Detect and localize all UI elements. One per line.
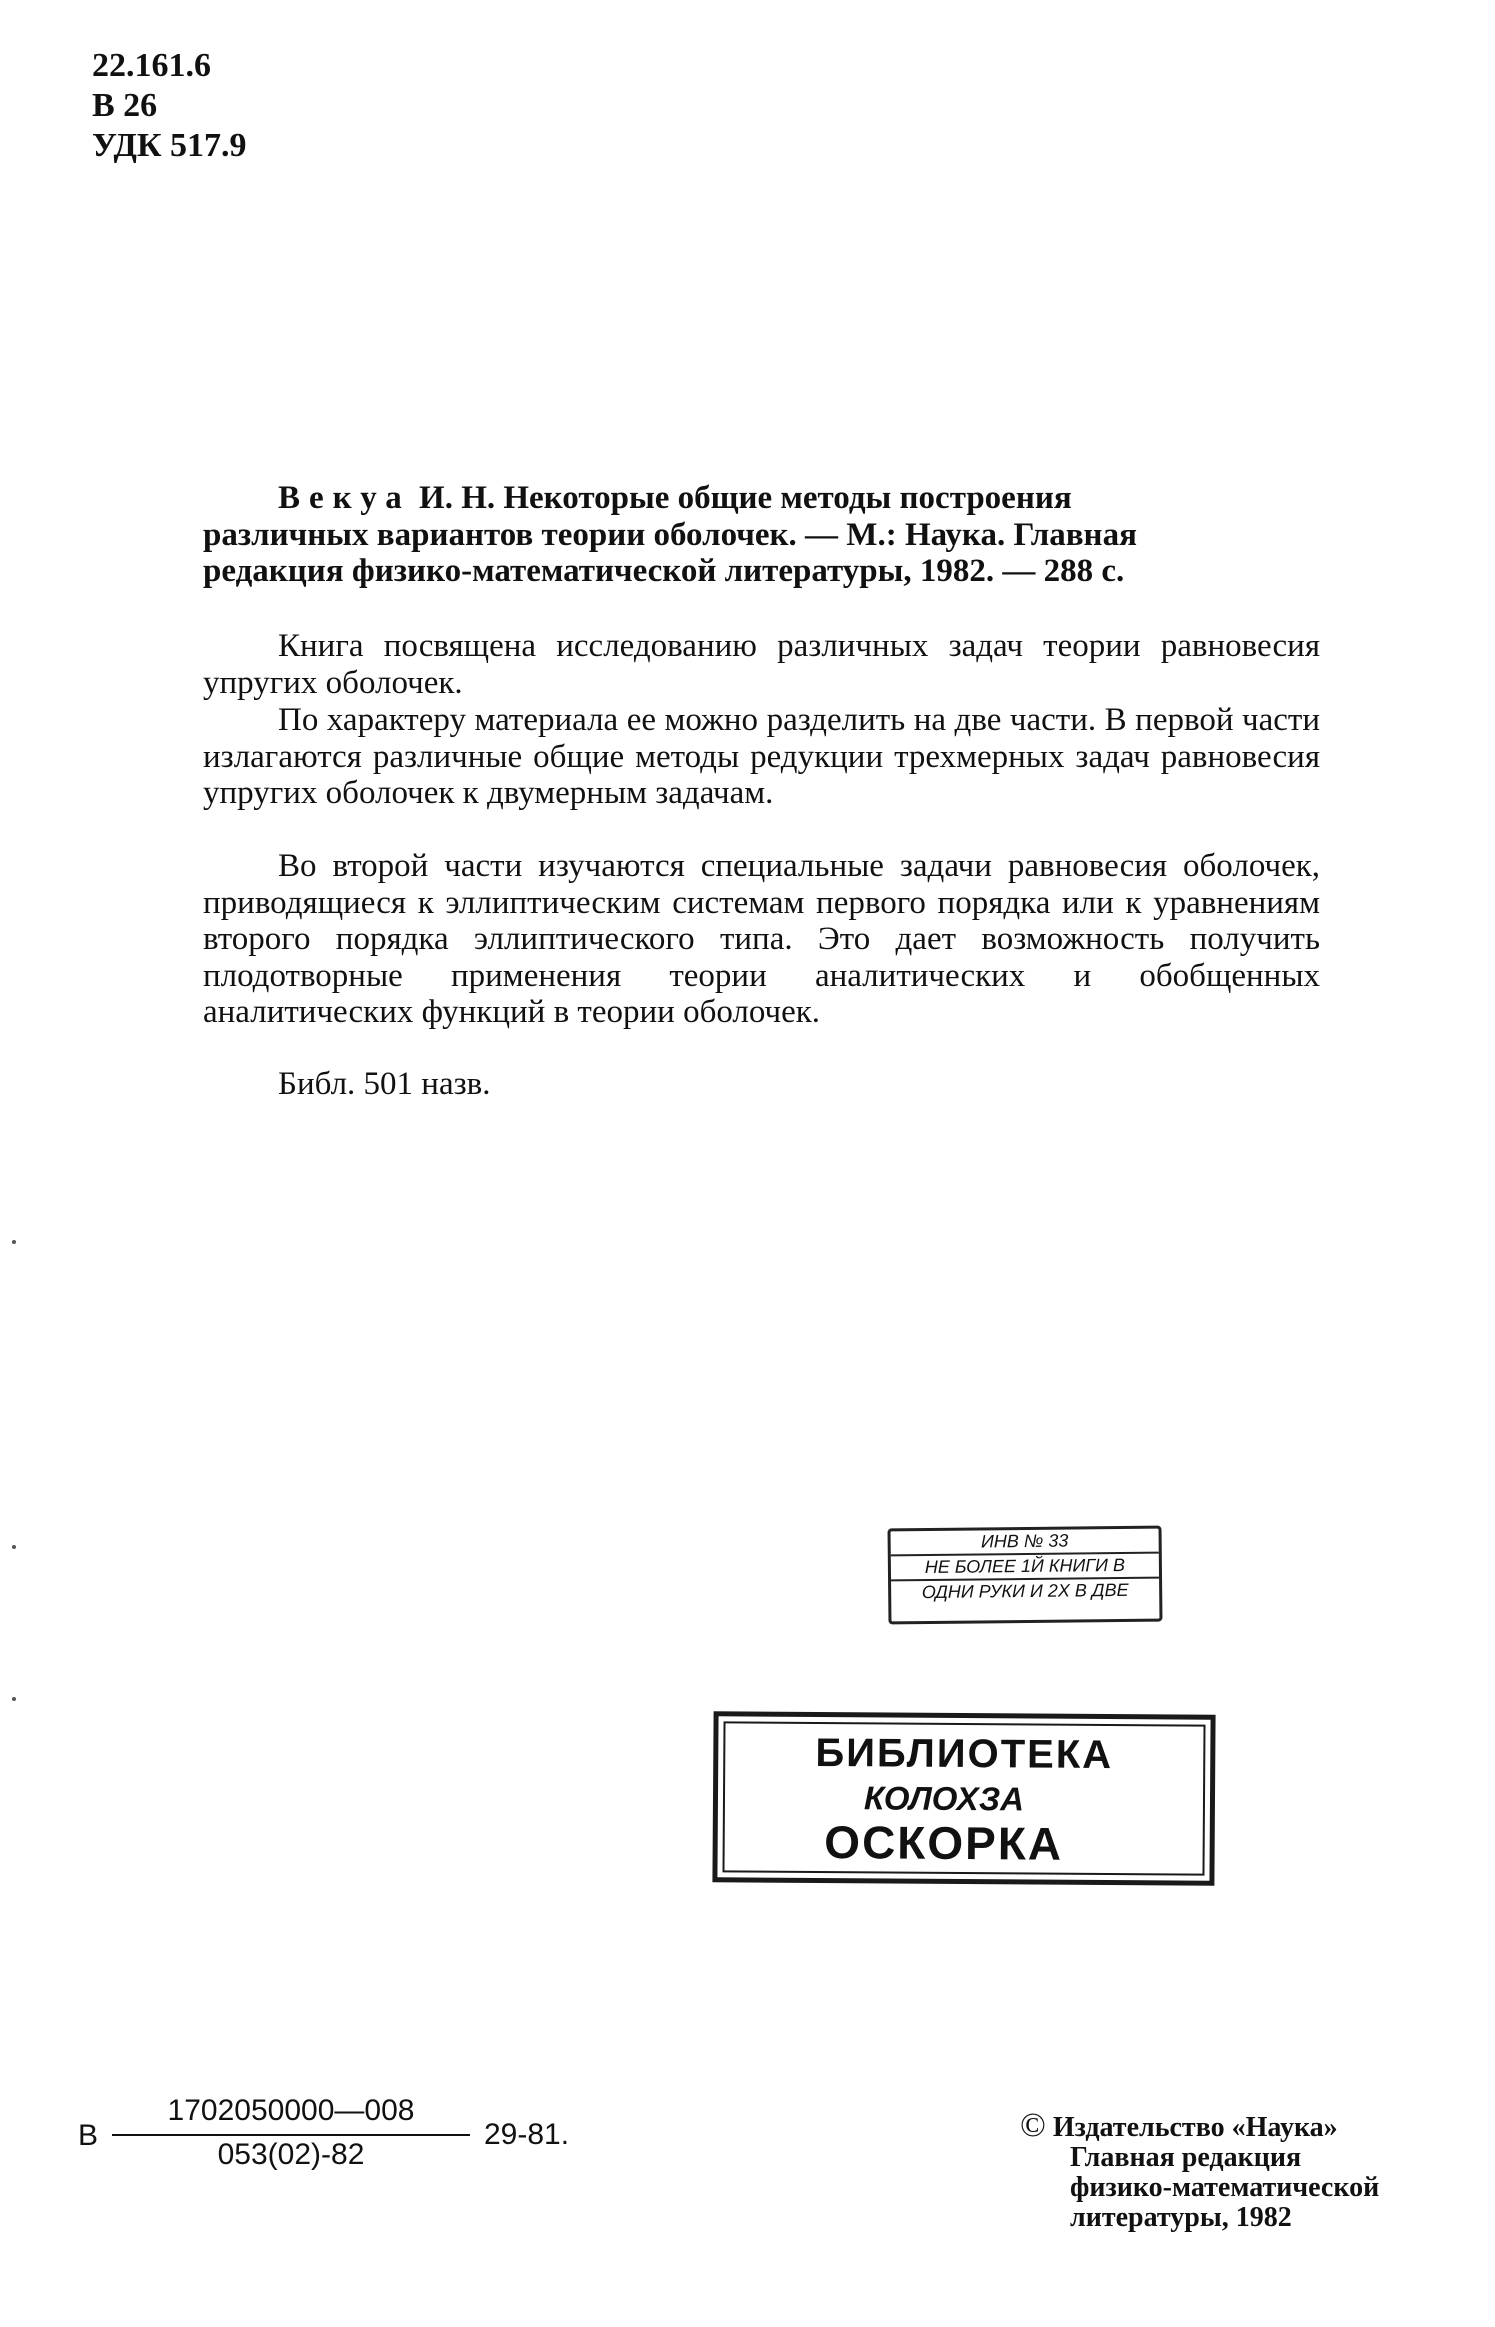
abstract-paragraph-3: Во второй части изучаются специальные задачи равновесия оболочек, приводящиеся к эллиптическим системам первого порядка или к уравнениям второго порядка эллиптического типа. Это дает возможность получить плодотворные применения теории аналитических и обобщенных аналитических функций в теории оболочек. bbox=[203, 848, 1320, 1030]
library-stamp-line3: ОСКОРКА bbox=[824, 1816, 1064, 1870]
copyright-icon: © bbox=[1020, 2107, 1046, 2144]
bib-title-line3: редакция физико-математической литературы, 1982. — 288 с. bbox=[203, 553, 1125, 589]
publisher-line3: физико-математической bbox=[1070, 2172, 1380, 2203]
publisher-name: Издательство «Наука» bbox=[1052, 2112, 1338, 2143]
library-stamp bbox=[712, 1711, 1215, 1886]
bib-title-line2: различных вариантов теории оболочек. — М.: Наука. Главная bbox=[203, 516, 1137, 553]
imprint-prefix: В bbox=[78, 2119, 99, 2152]
scan-speck bbox=[12, 1697, 16, 1701]
scan-speck bbox=[12, 1240, 16, 1244]
scan-speck bbox=[12, 1545, 16, 1549]
inventory-stamp bbox=[888, 1526, 1163, 1625]
bibliographic-entry bbox=[203, 480, 1320, 590]
author-mark: В 26 bbox=[92, 87, 158, 124]
stamp-rule-line1: НЕ БОЛЕЕ 1Й КНИГИ В bbox=[891, 1554, 1159, 1582]
imprint-numerator: 1702050000—008 bbox=[112, 2092, 470, 2136]
copyright-block bbox=[1020, 2107, 1380, 2233]
bbk-code: 22.161.6 bbox=[92, 47, 211, 84]
publisher-line4: литературы, 1982 bbox=[1070, 2202, 1292, 2233]
bib-title-line1: И. Н. Некоторые общие методы построения bbox=[419, 480, 1072, 516]
stamp-rule-line2: ОДНИ РУКИ И 2Х В ДВЕ bbox=[921, 1579, 1129, 1603]
udk-code: УДК 517.9 bbox=[92, 127, 247, 164]
inventory-number: ИНВ № 33 bbox=[891, 1529, 1159, 1557]
library-stamp-line1: БИБЛИОТЕКА bbox=[815, 1730, 1114, 1778]
abstract-paragraph-1: Книга посвящена исследованию различных задач теории равновесия упругих оболочек. bbox=[203, 628, 1320, 701]
imprint-suffix: 29-81. bbox=[484, 2118, 570, 2151]
classification-block bbox=[92, 46, 247, 166]
publisher-line2: Главная редакция bbox=[1070, 2142, 1302, 2173]
bibliography-count: Библ. 501 назв. bbox=[278, 1066, 491, 1102]
imprint-denominator: 053(02)-82 bbox=[217, 2138, 365, 2171]
library-stamp-line2: КОЛОХЗА bbox=[863, 1779, 1025, 1818]
abstract-paragraph-2: По характеру материала ее можно разделить на две части. В первой части излагаются различные общие методы редукции трехмерных задач равновесия упругих оболочек к двумерным задачам. bbox=[203, 702, 1320, 811]
author-name: Векуа bbox=[278, 480, 411, 516]
